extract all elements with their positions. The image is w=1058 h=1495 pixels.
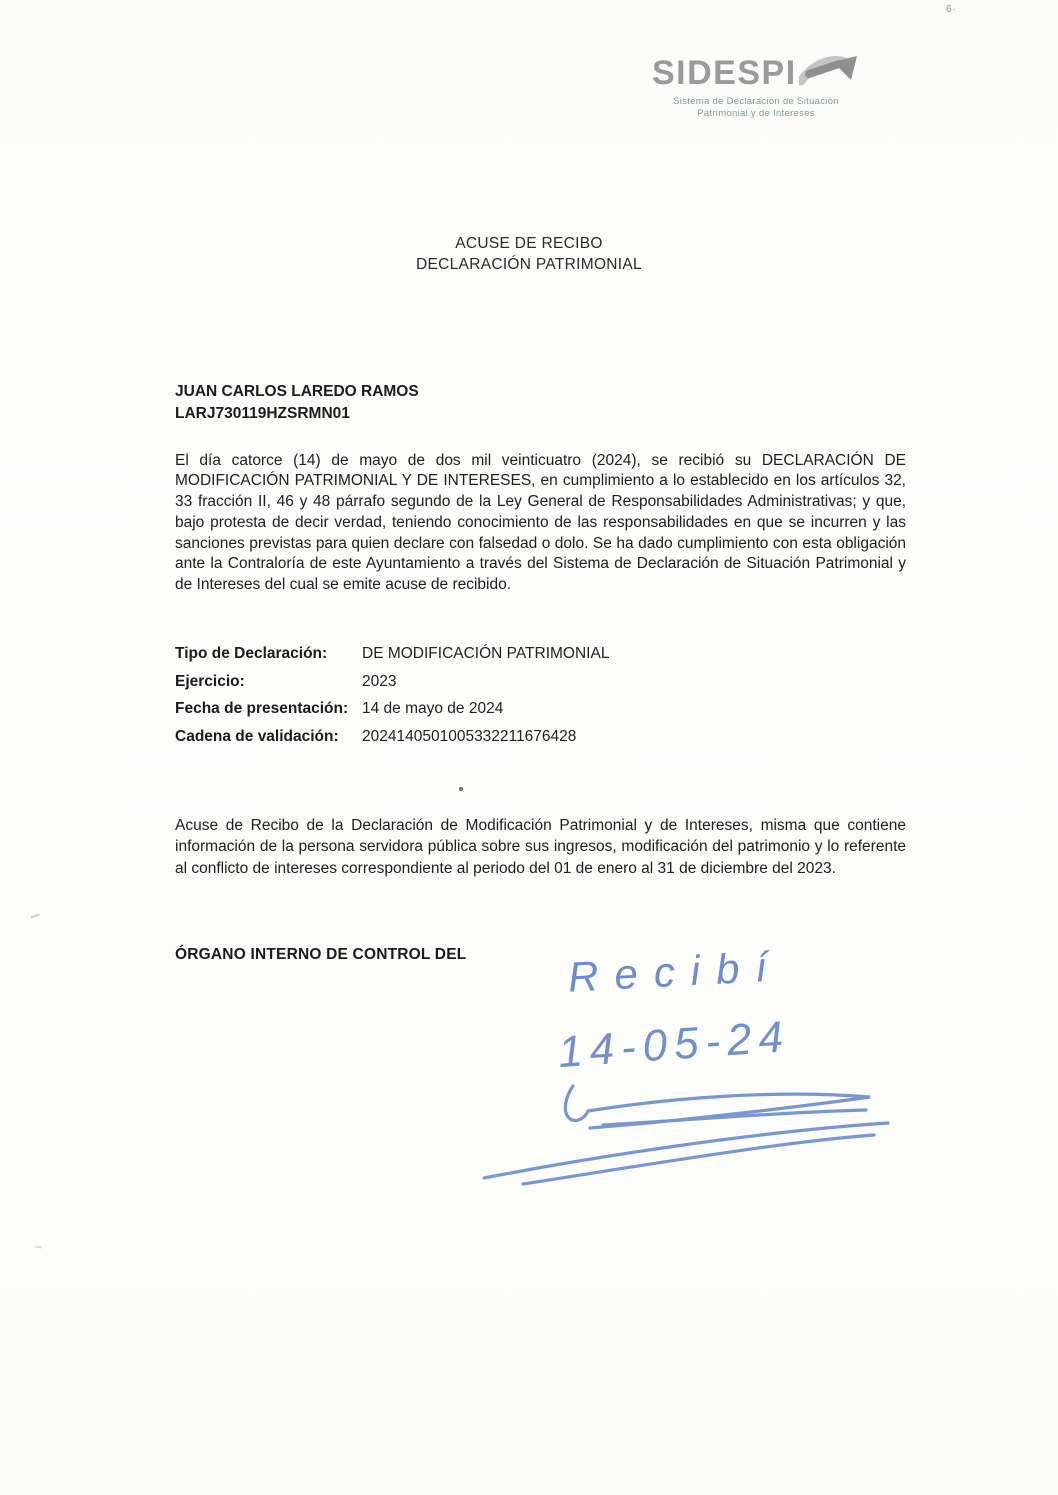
scan-artifact-corner-mark: 6·	[946, 4, 957, 15]
document-title-line1: ACUSE DE RECIBO	[455, 235, 603, 252]
logo-subtitle-line2: Patrimonial y de Intereses	[697, 108, 815, 119]
field-label: Cadena de validación:	[175, 727, 339, 745]
handwritten-date: 14-05-24	[556, 1011, 792, 1078]
handwritten-note: Recibí	[566, 942, 785, 1001]
field-row-tipo-declaracion	[175, 643, 915, 664]
sidespi-logo-text: SIDESPI	[652, 54, 797, 92]
sidespi-logo	[652, 54, 892, 120]
recipient-name: JUAN CARLOS LAREDO RAMOS	[175, 383, 419, 400]
field-row-ejercicio	[175, 671, 915, 692]
field-row-fecha-presentacion	[175, 698, 915, 719]
sidespi-arrow-icon	[799, 48, 863, 92]
field-label: Tipo de Declaración:	[175, 645, 328, 662]
closing-paragraph: Acuse de Recibo de la Declaración de Modificación Patrimonial y de Intereses, misma que contiene información de la persona servidora pública sobre sus ingresos, modificación del patrimonio y lo referente al conflicto de intereses correspondiente al periodo del 01 de enero al 31 de diciembre del 2023.	[175, 816, 906, 877]
declaration-fields	[175, 643, 915, 753]
field-value: 2024140501005332211676428	[362, 727, 577, 745]
field-value: 2023	[362, 672, 397, 690]
scan-artifact-dot	[459, 787, 463, 791]
org-heading: ÓRGANO INTERNO DE CONTROL DEL	[175, 946, 467, 963]
recipient-id: LARJ730119HZSRMN01	[175, 404, 350, 422]
field-value: 14 de mayo de 2024	[362, 700, 504, 717]
sidespi-logo-row	[652, 54, 892, 92]
sidespi-logo-subtitle	[652, 96, 860, 120]
document-title-line2: DECLARACIÓN PATRIMONIAL	[416, 256, 642, 273]
field-label: Fecha de presentación:	[175, 700, 349, 717]
field-row-cadena-validacion	[175, 726, 915, 747]
handwritten-signature-scribble	[468, 1080, 898, 1195]
logo-subtitle-line1: Sistema de Declaración de Situación	[673, 96, 839, 107]
field-value: DE MODIFICACIÓN PATRIMONIAL	[362, 645, 610, 662]
scan-artifact-edge-mark	[29, 909, 40, 918]
scan-artifact-edge-mark	[35, 1241, 43, 1248]
field-label: Ejercicio:	[175, 672, 245, 690]
document-title	[0, 233, 1058, 275]
body-paragraph: El día catorce (14) de mayo de dos mil veinticuatro (2024), se recibió su DECLARACIÓN DE MODIFICACIÓN PATRIMONIAL Y DE INTERESES, en cumplimiento a lo establecido en los artículos 32, 33 fracción II, 46 y 48 párrafo segundo de la Ley General de Responsabilidades Administrativas; y que, bajo protesta de decir verdad, teniendo conocimiento de las responsabilidades en que se incurren y las sanciones previstas para quien declare con falsedad o dolo. Se ha dado cumplimiento con esta obligación ante la Contraloría de este Ayuntamiento a través del Sistema de Declaración de Situación Patrimonial y de Intereses del cual se emite acuse de recibido.	[175, 451, 906, 594]
recipient-block	[175, 381, 419, 424]
